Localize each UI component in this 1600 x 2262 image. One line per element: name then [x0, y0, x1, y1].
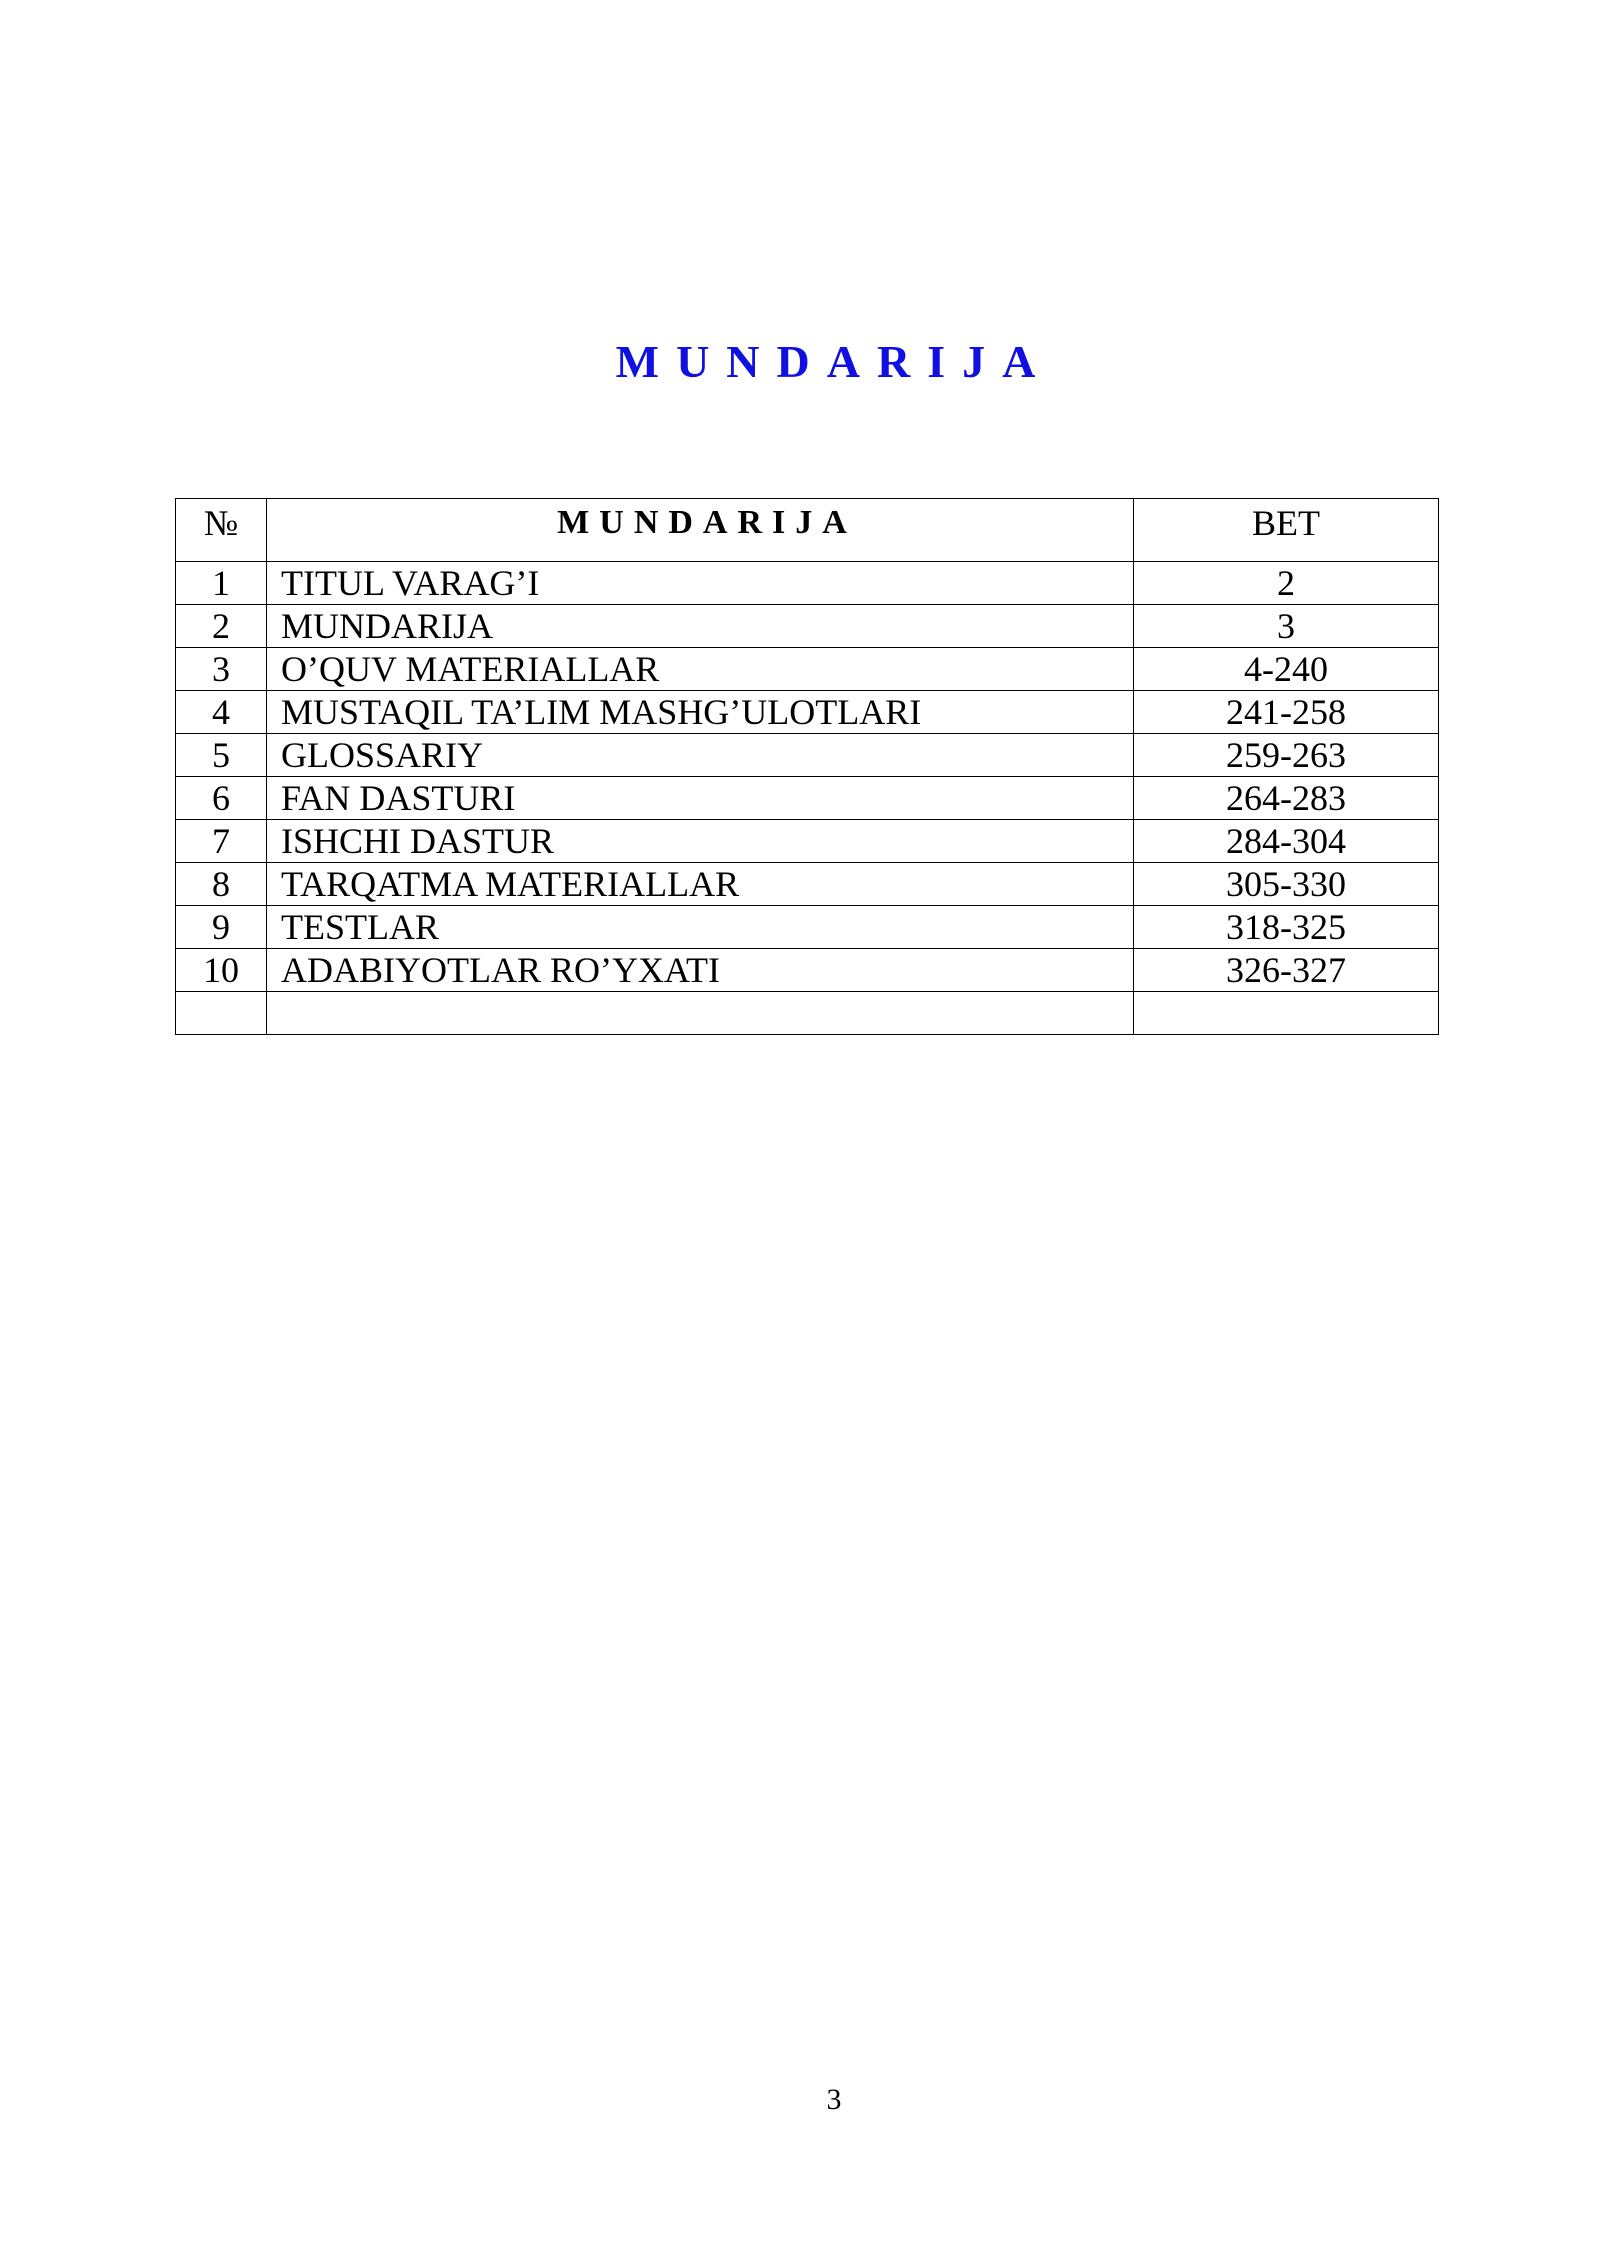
row-number: 6 [176, 777, 267, 820]
table-row [176, 863, 1439, 906]
row-title: O’QUV MATERIALLAR [267, 648, 1134, 691]
row-title [267, 992, 1134, 1035]
table-of-contents [175, 498, 1439, 1035]
row-title: FAN DASTURI [267, 777, 1134, 820]
row-title: ADABIYOTLAR RO’YXATI [267, 949, 1134, 992]
row-page [1134, 992, 1439, 1035]
row-number: 5 [176, 734, 267, 777]
row-number: 7 [176, 820, 267, 863]
header-number: № [176, 499, 267, 562]
row-title: MUSTAQIL TA’LIM MASHG’ULOTLARI [267, 691, 1134, 734]
header-page: BET [1134, 499, 1439, 562]
row-number: 1 [176, 562, 267, 605]
row-page: 2 [1134, 562, 1439, 605]
table-row [176, 992, 1439, 1035]
table-row [176, 691, 1439, 734]
row-number [176, 992, 267, 1035]
row-page: 318-325 [1134, 906, 1439, 949]
table-row [176, 949, 1439, 992]
table-row [176, 820, 1439, 863]
row-number: 9 [176, 906, 267, 949]
row-number: 8 [176, 863, 267, 906]
table-row [176, 734, 1439, 777]
row-number: 10 [176, 949, 267, 992]
row-page: 264-283 [1134, 777, 1439, 820]
table-row [176, 906, 1439, 949]
row-page: 259-263 [1134, 734, 1439, 777]
row-title: TITUL VARAG’I [267, 562, 1134, 605]
row-page: 284-304 [1134, 820, 1439, 863]
table-row [176, 777, 1439, 820]
row-title: MUNDARIJA [267, 605, 1134, 648]
row-title: GLOSSARIY [267, 734, 1134, 777]
row-title: TARQATMA MATERIALLAR [267, 863, 1134, 906]
row-page: 4-240 [1134, 648, 1439, 691]
row-title: ISHCHI DASTUR [267, 820, 1134, 863]
row-page: 3 [1134, 605, 1439, 648]
row-number: 2 [176, 605, 267, 648]
page-number: 3 [826, 2083, 842, 2116]
table-row [176, 648, 1439, 691]
table-row [176, 605, 1439, 648]
row-title: TESTLAR [267, 906, 1134, 949]
header-contents: MUNDARIJA [267, 499, 1134, 562]
table-header-row [176, 499, 1439, 562]
page-title: MUNDARIJA [615, 336, 1053, 387]
row-page: 305-330 [1134, 863, 1439, 906]
row-page: 326-327 [1134, 949, 1439, 992]
row-number: 3 [176, 648, 267, 691]
row-number: 4 [176, 691, 267, 734]
row-page: 241-258 [1134, 691, 1439, 734]
table-row [176, 562, 1439, 605]
